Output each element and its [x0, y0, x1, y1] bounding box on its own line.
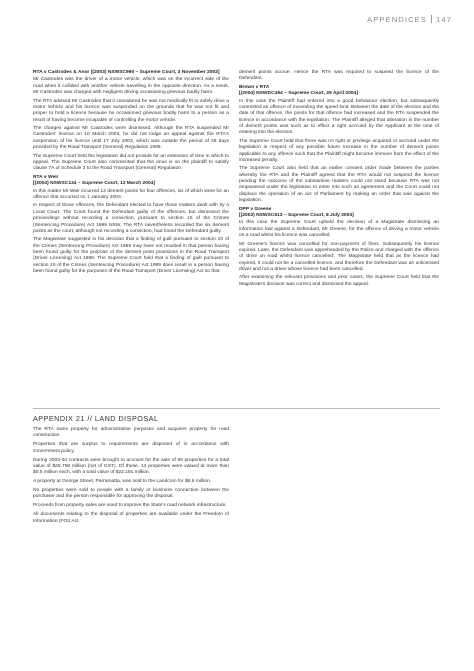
section-divider: [33, 408, 440, 409]
paragraph: All documents relating to the disposal of properties are available under the Freedom of Information (FOI) Act.: [33, 512, 229, 524]
paragraph: In this matter Mr Weir incurred 12 demerit points for four offences, six of which were for an offence that occurred on 1 January 2003.: [33, 188, 229, 200]
paragraph: In this case the Supreme Court upheld the decision of a Magistrate dismissing an information laid against a Defendant, Mr Greene, for the offence of driving a motor vehicle on a road whilst his licence was cancelled.: [239, 220, 439, 238]
paragraph: The charges against Mr Castrodes were dismissed. Although the RTA suspended Mr Castrodes' licence on 10 March 2003, he did not lodge an appeal against the RTA's suspension of his licence until 17 July 2003, which was outside the period of 28 days provided by the Road Transport (General) Regulation 1999.: [33, 126, 229, 151]
paragraph: Mr Greene's licence was cancelled for non-payment of fines. Subsequently his licence expired. Later, the Defendant was apprehended by the Police and charged with the offence of 'drive on road whilst licence cancelled'. The Magistrate held that as the licence had expired, it could not be a cancelled licence, and therefore the Defendant was an unlicensed driver and not a driver whose licence had been cancelled.: [239, 241, 439, 272]
right-column: [239, 70, 439, 290]
paragraph: During 2003-04 contracts were brought to account for the sale of 90 properties for a total value of $26.758 million (net of GST). Of these, 14 properties were valued at more than $0.5 million each, with a total value of $22.191 million.: [33, 457, 229, 476]
case-heading: RTA v Castrodes & Anor [(2003) NSWSC990 – Supreme Court, 3 November 2003]: [33, 70, 220, 75]
paragraph: A property at George Street, Parramatta, was sold to the Landcom for $6.6 million.: [33, 479, 212, 485]
paragraph: The Supreme Court also held that an earlier consent order made between the parties whereby the RTA and the Plaintiff agreed that the RTA would not suspend the licence pending the outcome of the substantive matters could not stand because RTA was not empowered under the legislation to enter into such an agreement and the Court could not displace the operation of an act of Parliament by making an order that was against the legislation.: [239, 166, 439, 204]
case-heading: [(2004) NSWDC494 – Supreme Court, 29 April 2004]: [239, 91, 358, 97]
paragraph: The Supreme Court held that there was no right or privilege acquired or accrued under the legislation in respect of any possible future increase in the number of demerit points applicable to any offence such that the Plaintiff might become immune from the effect of the increased penalty.: [239, 138, 439, 163]
paragraph: In respect of those offences, the Defendant elected to have those matters dealt with by a Local Court. The Court found the Defendant guilty of the offences, but dismissed the proceedings without recording a conviction, pursuant to section 10 of the Crimes (Sentencing Procedure) Act 1999 NSW. The RTA nevertheless recorded the six demerit points as the court, although not recording a conviction, had found the Defendant guilty.: [33, 203, 229, 234]
paragraph: Proceeds from property sales are used to improve the State's road network infrastructure.: [33, 503, 227, 509]
paragraph: After examining the relevant provisions and prior cases, the Supreme Court held that the Magistrate's decision was correct and dismissed the appeal.: [239, 275, 439, 287]
paragraph: Mr Castrodes was the driver of a motor vehicle, which was on the incorrect side of the road when it collided with another vehicle travelling in the opposite direction. As a result, Mr Castrodes was charged with negligent driving occasioning grievous bodily harm.: [33, 77, 229, 96]
paragraph: In this case the Plaintiff had entered into a good behaviour election, but subsequently committed an offence of exceeding the speed limit. Between the date of the election and the date of that offence, the points for that offence had increased and the RTA suspended the licence in accordance with the legislation. The Plaintiff alleged that alteration in the number of demerit points was such as to effect a right accrued by the Applicant at the time of entering into the election.: [239, 98, 439, 136]
paragraph: No properties were sold to people with a family or business connection between the purchaser and the person responsible for approving the disposal.: [33, 488, 229, 500]
case-heading: Brown v RTA: [239, 84, 270, 90]
case-heading: [(2003) NSWSC613 – Supreme Court, 8 July 2003]: [239, 212, 354, 218]
case-heading: [(2004) NSWSC134 – Supreme Court, 12 March 2004]: [33, 181, 156, 187]
paragraph: The Supreme Court held the legislation did not provide for an extension of time in which to appeal. The Supreme Court also commented that the onus is on the plaintiff to satisfy clause 7A of Schedule 2 to the Road Transport (General) Regulation.: [33, 153, 229, 172]
header-divider: [431, 15, 432, 23]
paragraph: The RTA owns property for administrative purposes and acquires property for road construction.: [33, 427, 229, 439]
appendix-body: [33, 427, 229, 528]
paragraph: The Magistrate suggested in his decision that a finding of guilt pursuant to section 10 of the Crimes (Sentencing Procedure) Act 1999 may have not resulted in that person having been found guilty for the purpose of the demerit point provisions in the Road Transport (Driver Licensing) Act 1998. The Supreme Court held that a finding of guilt pursuant to section 10 of the Crimes (Sentencing Procedure) Act 1999 does result in a person having been found guilty for the purposes of the Road Transport (Driver Licensing) Act so that: [33, 237, 229, 275]
paragraph: The RTA advised Mr Castrodes that it considered he was not medically fit to safely drive a motor vehicle and his licence was suspended on the grounds that he was not fit and proper to hold a licence because he occasioned grievous bodily harm to a person as a result of having become incapable of controlling the motor vehicle.: [33, 98, 229, 123]
left-column: [33, 70, 229, 278]
page-number: 147: [436, 15, 452, 24]
running-head: [367, 15, 452, 24]
paragraph: demerit points accrue. Hence the RTA was required to suspend the licence of the Defendant.: [239, 70, 439, 82]
section-title: APPENDICES: [367, 15, 428, 24]
case-heading: RTA v Weir: [33, 174, 59, 180]
case-heading: DPP v Greene: [239, 206, 272, 212]
appendix-heading: APPENDIX 21 // LAND DISPOSAL: [33, 414, 159, 423]
paragraph: Properties that are surplus to requirements are disposed of in accordance with Government policy.: [33, 442, 229, 454]
